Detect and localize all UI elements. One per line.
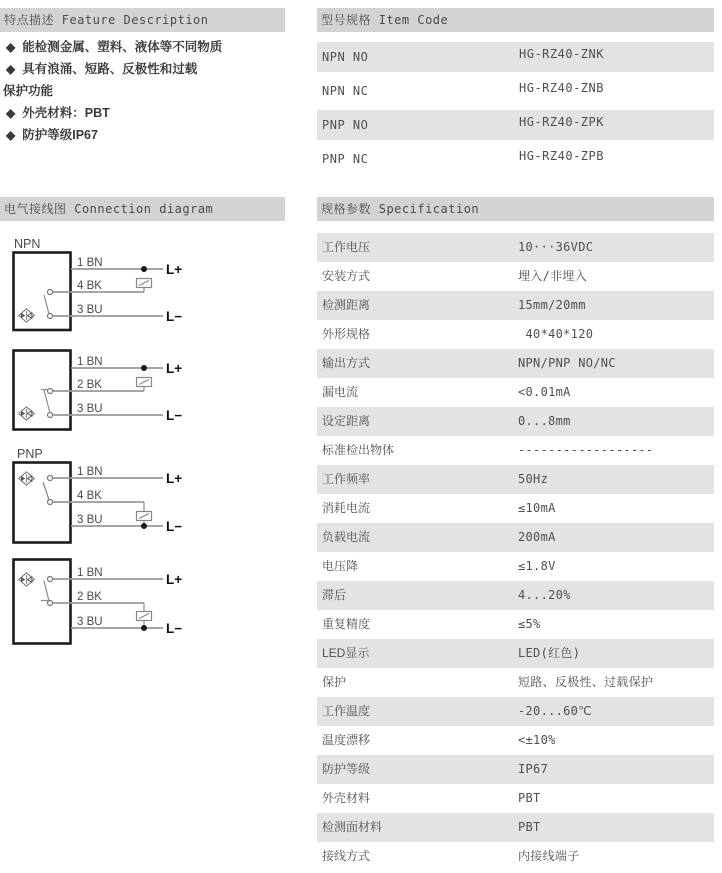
spec-value: ≤1.8V (518, 559, 556, 573)
table-row (317, 76, 714, 110)
table-row (317, 291, 714, 320)
spec-label: 电压降 (322, 559, 359, 573)
spec-value: -20...60℃ (518, 704, 592, 718)
table-row (317, 610, 714, 639)
wire-label: 1 BN (77, 567, 103, 579)
table-row (317, 755, 714, 784)
feature-text: 能检测金属、塑料、液体等不同物质 (22, 40, 223, 54)
contact-terminal (48, 389, 53, 394)
feature-text: 保护功能 (3, 84, 54, 98)
spec-value: <0.01mA (518, 385, 571, 399)
section-header-connection-diagram: 电气接线图 Connection diagram (0, 197, 285, 221)
spec-label: 工作温度 (322, 704, 371, 718)
l-minus-label: L− (166, 408, 183, 423)
spec-value: 10···36VDC (518, 240, 594, 254)
spec-value: <±10% (518, 733, 556, 747)
section-header-item-code: 型号规格 Item Code (317, 8, 714, 32)
l-plus-label: L+ (166, 471, 183, 486)
item-code-cell: HG-RZ40-ZNK (519, 47, 604, 61)
table-row (317, 436, 714, 465)
wire-label: 1 BN (77, 257, 103, 269)
feature-item (6, 124, 306, 146)
diamond-bullet-icon: ◆ (6, 40, 16, 54)
contact-terminal (48, 601, 53, 606)
spec-value: ≤10mA (518, 501, 556, 515)
table-row (317, 494, 714, 523)
spec-label: 安装方式 (322, 269, 371, 283)
table-row (317, 639, 714, 668)
output-type-cell: PNP NC (322, 152, 369, 166)
spec-label: 工作电压 (322, 240, 371, 254)
item-code-table (317, 42, 714, 178)
spec-label: 负载电流 (322, 530, 371, 544)
spec-value: ≤5% (518, 617, 541, 631)
section-header-specification: 规格参数 Specification (317, 197, 714, 221)
table-row (317, 813, 714, 842)
table-row (317, 320, 714, 349)
feature-text: 防护等级IP67 (22, 128, 98, 142)
wire-label: 1 BN (77, 356, 103, 368)
feature-item (6, 36, 306, 58)
wire-label: 3 BU (77, 304, 103, 316)
spec-label: 防护等级 (322, 762, 371, 776)
contact-terminal (48, 577, 53, 582)
junction-dot (141, 523, 147, 529)
junction-dot (141, 625, 147, 631)
load-icon (137, 612, 152, 621)
l-minus-label: L− (166, 309, 183, 324)
wire-label: 3 BU (77, 403, 103, 415)
diamond-bullet-icon: ◆ (6, 106, 16, 120)
table-row (317, 349, 714, 378)
table-row (317, 110, 714, 144)
table-row (317, 233, 714, 262)
spec-label: 标准检出物体 (322, 443, 395, 457)
spec-label: 接线方式 (322, 849, 371, 863)
spec-label: 保护 (322, 675, 347, 689)
feature-text: 具有浪涌、短路、反极性和过载 (22, 62, 198, 76)
pnp-group-label: PNP (17, 447, 43, 461)
junction-dot (141, 365, 147, 371)
spec-value: LED(红色) (518, 646, 581, 660)
table-row (317, 552, 714, 581)
spec-value: 短路、反极性、过载保护 (518, 675, 654, 689)
wire-label: 4 BK (77, 490, 102, 502)
spec-label: 输出方式 (322, 356, 371, 370)
item-code-cell: HG-RZ40-ZPB (519, 149, 604, 163)
spec-value: 50Hz (518, 472, 549, 486)
l-plus-label: L+ (166, 361, 183, 376)
spec-value: 40*40*120 (518, 327, 594, 341)
sensor-body (14, 560, 71, 644)
contact-terminal (48, 476, 53, 481)
l-plus-label: L+ (166, 262, 183, 277)
wiring-diagram-npn-no (0, 230, 200, 334)
load-icon (137, 512, 152, 521)
spec-value: 200mA (518, 530, 556, 544)
spec-label: 重复精度 (322, 617, 371, 631)
l-minus-label: L− (166, 621, 183, 636)
table-row (317, 842, 714, 871)
table-row (317, 378, 714, 407)
feature-item-continuation (3, 80, 306, 102)
table-row (317, 42, 714, 76)
contact-terminal (48, 413, 53, 418)
table-row (317, 668, 714, 697)
spec-value: 15mm/20mm (518, 298, 586, 312)
item-code-cell: HG-RZ40-ZNB (519, 81, 604, 95)
diamond-bullet-icon: ◆ (6, 128, 16, 142)
feature-list (3, 36, 306, 146)
spec-label: 检测距离 (322, 298, 371, 312)
l-minus-label: L− (166, 519, 183, 534)
spec-label: 检测面材料 (322, 820, 383, 834)
wiring-diagram-npn-nc (0, 346, 200, 436)
diamond-bullet-icon: ◆ (6, 62, 16, 76)
junction-dot (141, 266, 147, 272)
specification-table (317, 233, 714, 871)
wire-label: 2 BK (77, 379, 102, 391)
spec-label: 外形规格 (322, 327, 371, 341)
feature-text: 外壳材料：PBT (22, 106, 110, 120)
load-icon (137, 378, 152, 387)
output-type-cell: PNP NO (322, 118, 369, 132)
feature-item (6, 58, 306, 80)
spec-value: 埋入/非埋入 (518, 269, 588, 283)
spec-label: 消耗电流 (322, 501, 371, 515)
l-plus-label: L+ (166, 572, 183, 587)
spec-value: 4...20% (518, 588, 571, 602)
wire-label: 3 BU (77, 616, 103, 628)
contact-terminal (48, 290, 53, 295)
section-header-feature-description: 特点描述 Feature Description (0, 8, 285, 32)
output-type-cell: NPN NO (322, 50, 369, 64)
output-type-cell: NPN NC (322, 84, 369, 98)
table-row (317, 726, 714, 755)
spec-value: NPN/PNP NO/NC (518, 356, 616, 370)
wire-label: 3 BU (77, 514, 103, 526)
table-row (317, 262, 714, 291)
feature-item (6, 102, 306, 124)
table-row (317, 465, 714, 494)
spec-value: PBT (518, 791, 541, 805)
item-code-cell: HG-RZ40-ZPK (519, 115, 604, 129)
contact-terminal (48, 500, 53, 505)
spec-label: LED显示 (322, 646, 370, 660)
npn-group-label: NPN (14, 237, 41, 251)
wiring-diagram-pnp-no (0, 444, 200, 550)
spec-label: 设定距离 (322, 414, 371, 428)
spec-value: ------------------ (518, 443, 654, 457)
spec-value: 内接线端子 (518, 849, 580, 863)
table-row (317, 697, 714, 726)
spec-label: 滞后 (322, 588, 347, 602)
spec-value: 0...8mm (518, 414, 571, 428)
table-row (317, 784, 714, 813)
spec-value: IP67 (518, 762, 549, 776)
contact-terminal (48, 314, 53, 319)
spec-label: 工作频率 (322, 472, 371, 486)
spec-label: 外壳材料 (322, 791, 371, 805)
spec-value: PBT (518, 820, 541, 834)
wire-label: 2 BK (77, 591, 102, 603)
spec-label: 温度漂移 (322, 733, 371, 747)
wire-label: 1 BN (77, 466, 103, 478)
spec-label: 漏电流 (322, 385, 359, 399)
load-icon (137, 279, 152, 288)
wiring-diagram-pnp-nc (0, 550, 200, 650)
table-row (317, 407, 714, 436)
wire-label: 4 BK (77, 280, 102, 292)
table-row (317, 581, 714, 610)
table-row (317, 523, 714, 552)
table-row (317, 144, 714, 178)
